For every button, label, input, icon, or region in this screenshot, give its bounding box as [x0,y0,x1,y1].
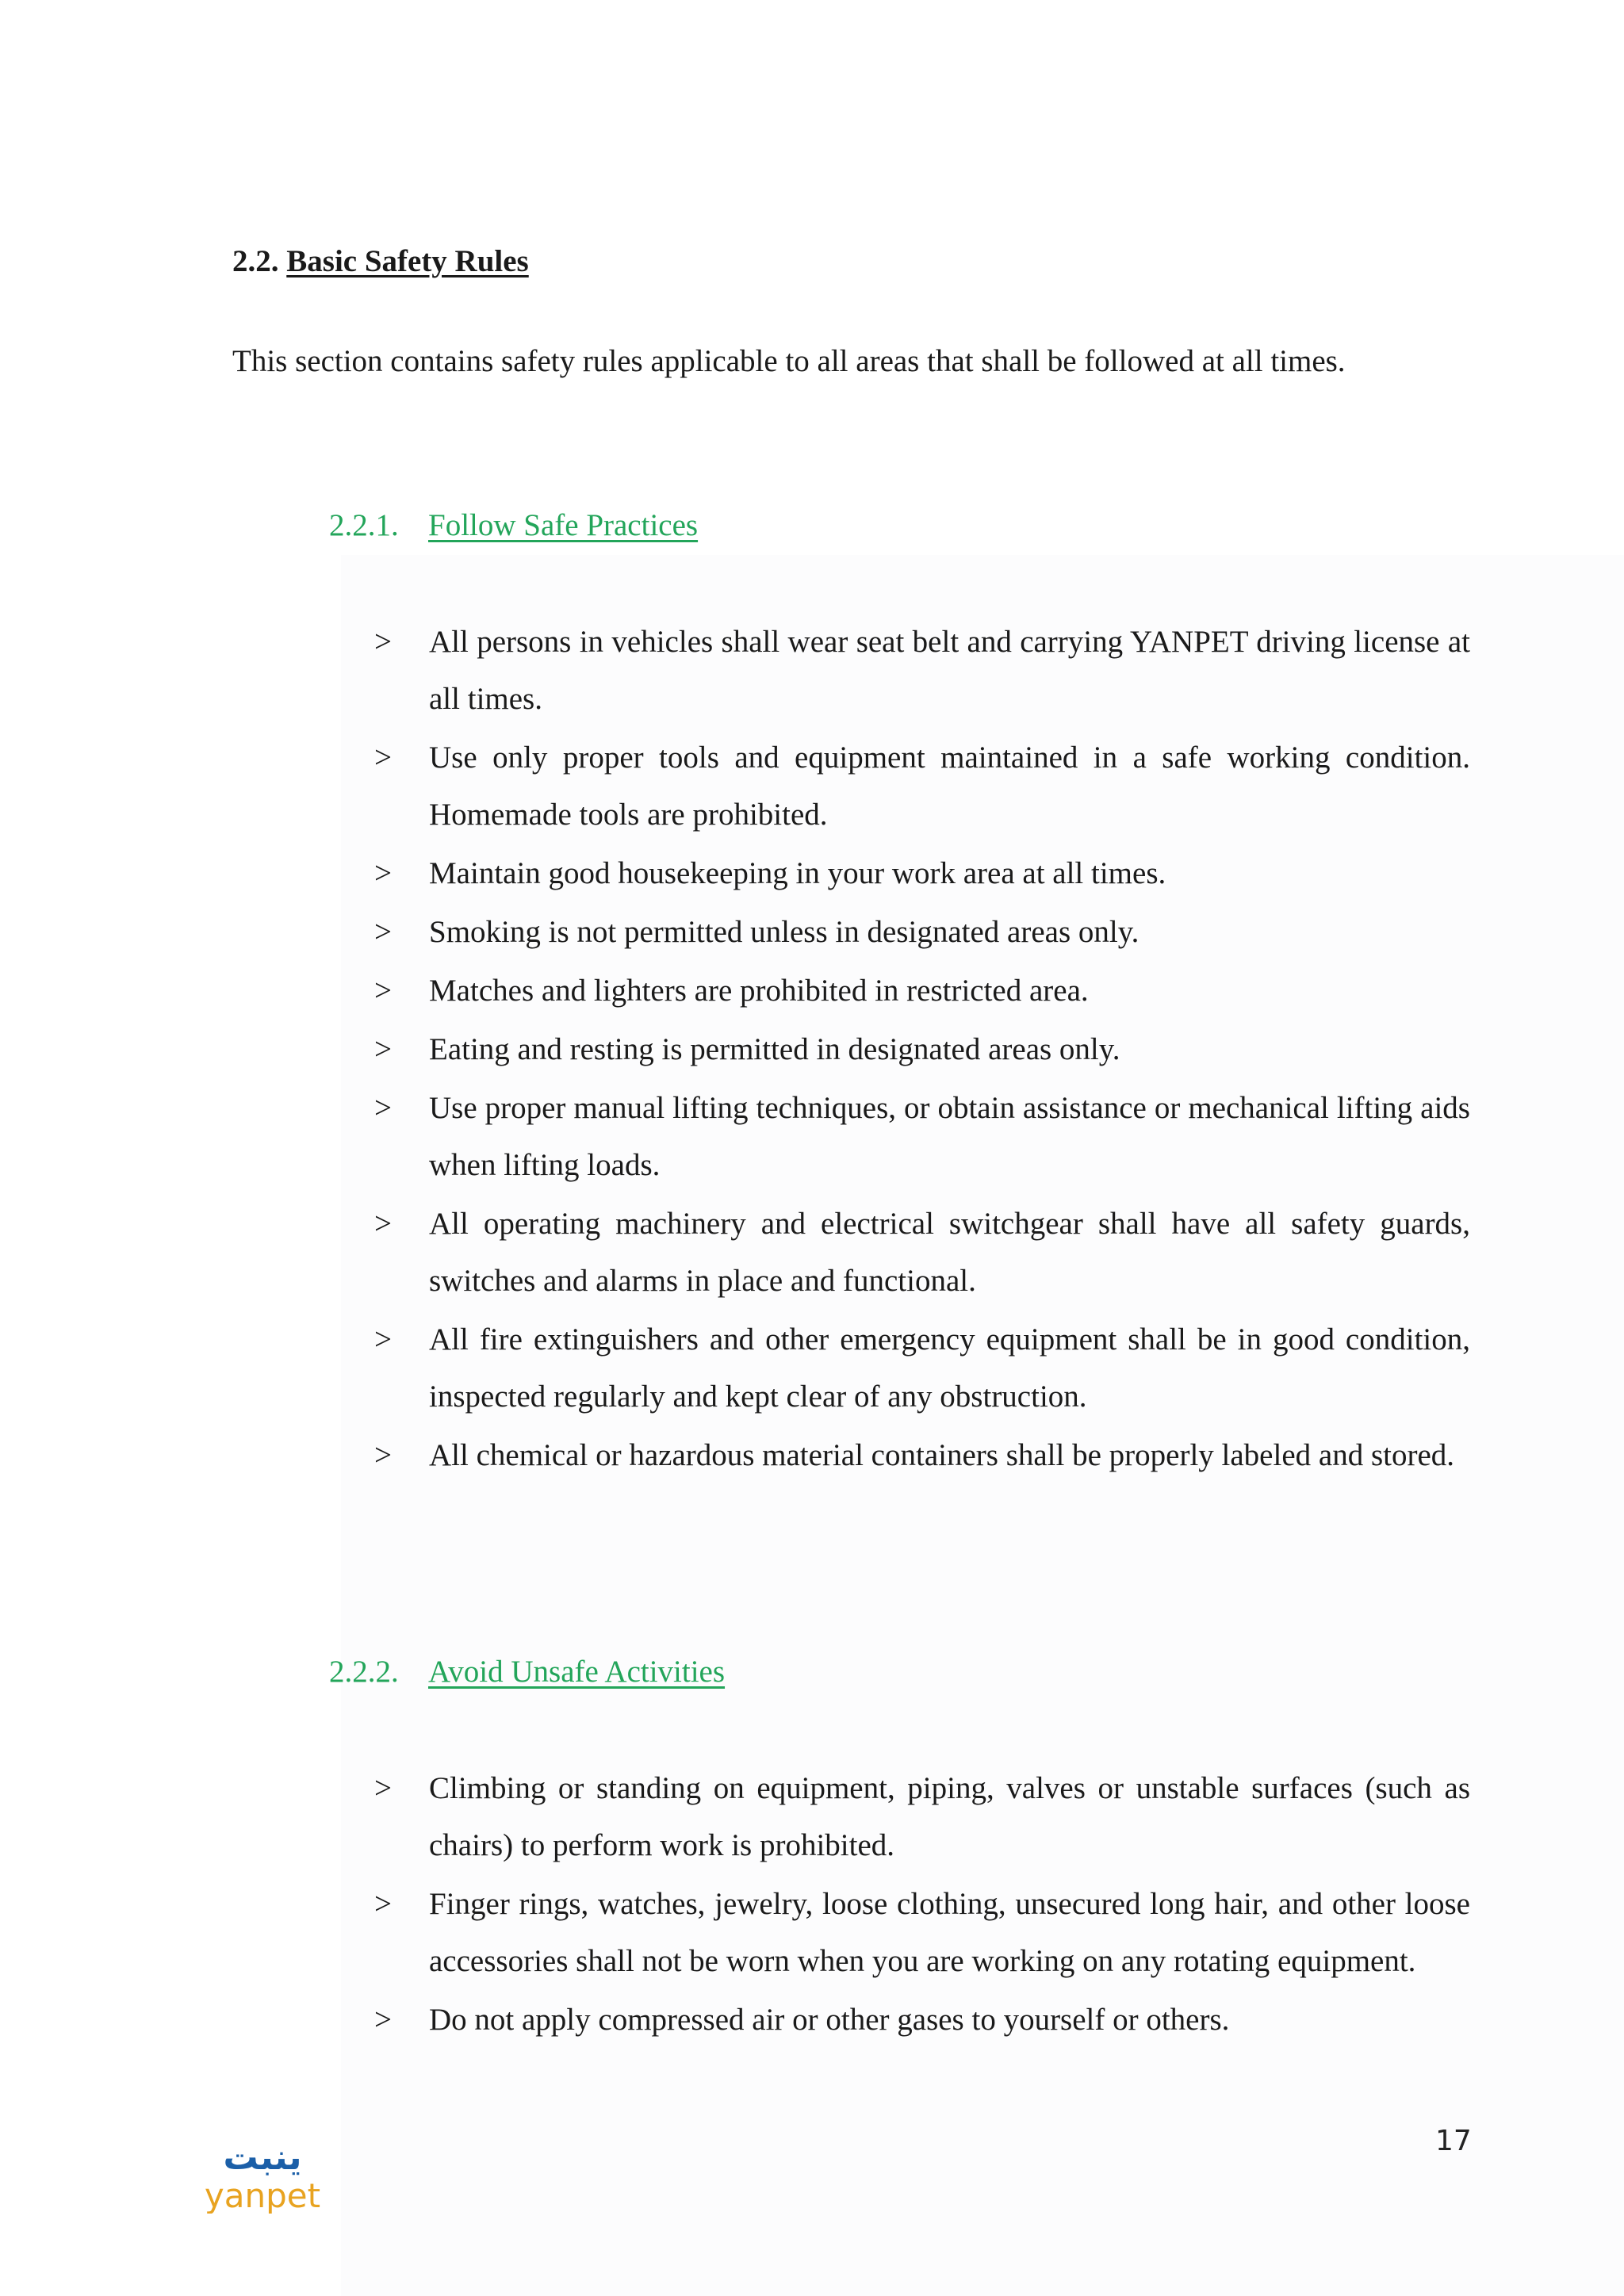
bullet-marker: > [374,1091,392,1125]
bullet-marker: > [374,1887,392,1921]
list-item [374,1992,1470,2049]
list-item-text: Use proper manual lifting techniques, or obtain assistance or mechanical lifting aids when lifting loads. [429,1091,1470,1182]
subsection-number: 2.2.1. [329,508,399,542]
list-item [374,729,1470,844]
logo-latin-text: yanpet [204,2176,321,2214]
list-item [374,904,1470,961]
list-item-text: Use only proper tools and equipment maintained in a safe working condition. Homemade tools are prohibited. [429,740,1470,832]
list-item-text: All persons in vehicles shall wear seat belt and carrying YANPET driving license at all times. [429,625,1470,716]
section-heading [232,239,529,284]
yanpet-logo [179,2134,346,2214]
list-item-text: All fire extinguishers and other emergency equipment shall be in good condition, inspected regularly and kept clear of any obstruction. [429,1322,1470,1414]
list-item-text: All chemical or hazardous material containers shall be properly labeled and stored. [429,1438,1454,1472]
list-item [374,1080,1470,1194]
list-item-text: Climbing or standing on equipment, piping, valves or unstable surfaces (such as chairs) to perform work is prohibited. [429,1771,1470,1862]
bullet-marker: > [374,2003,392,2037]
list-item-text: Do not apply compressed air or other gases to yourself or others. [429,2003,1230,2037]
section-number: 2.2. [232,244,279,278]
list-item-text: Eating and resting is permitted in designated areas only. [429,1032,1120,1066]
unsafe-activities-list [374,1760,1470,2050]
section-intro: This section contains safety rules applicable to all areas that shall be followed at all times. [232,344,1346,378]
subsection-heading-avoid-unsafe-activities [329,1650,725,1694]
safe-practices-list [374,614,1470,1486]
list-item-text: Smoking is not permitted unless in designated areas only. [429,915,1139,949]
bullet-marker: > [374,625,392,659]
list-item [374,614,1470,728]
bullet-marker: > [374,1207,392,1241]
subsection-title: Follow Safe Practices [428,508,699,542]
list-item [374,962,1470,1020]
subsection-number: 2.2.2. [329,1655,399,1689]
list-item [374,1760,1470,1874]
bullet-marker: > [374,740,392,775]
page-number: 17 [1435,2125,1472,2157]
subsection-heading-follow-safe-practices [329,503,698,548]
list-item [374,1876,1470,1990]
subsection-title: Avoid Unsafe Activities [428,1655,726,1689]
list-item [374,1021,1470,1078]
list-item [374,1311,1470,1425]
bullet-marker: > [374,915,392,949]
bullet-marker: > [374,856,392,890]
bullet-marker: > [374,1322,392,1357]
bullet-marker: > [374,1438,392,1472]
list-item [374,1196,1470,1310]
bullet-marker: > [374,1032,392,1066]
list-item-text: Maintain good housekeeping in your work area at all times. [429,856,1166,890]
list-item-text: Finger rings, watches, jewelry, loose clothing, unsecured long hair, and other loose accessories shall not be worn when you are working on any rotating equipment. [429,1887,1470,1978]
bullet-marker: > [374,974,392,1008]
section-title: Basic Safety Rules [286,244,529,278]
list-item-text: Matches and lighters are prohibited in restricted area. [429,974,1089,1008]
logo-arabic-text: ينبت [223,2137,302,2178]
list-item [374,845,1470,902]
list-item-text: All operating machinery and electrical switchgear shall have all safety guards, switches and alarms in place and functional. [429,1207,1470,1298]
bullet-marker: > [374,1771,392,1805]
list-item [374,1427,1470,1484]
